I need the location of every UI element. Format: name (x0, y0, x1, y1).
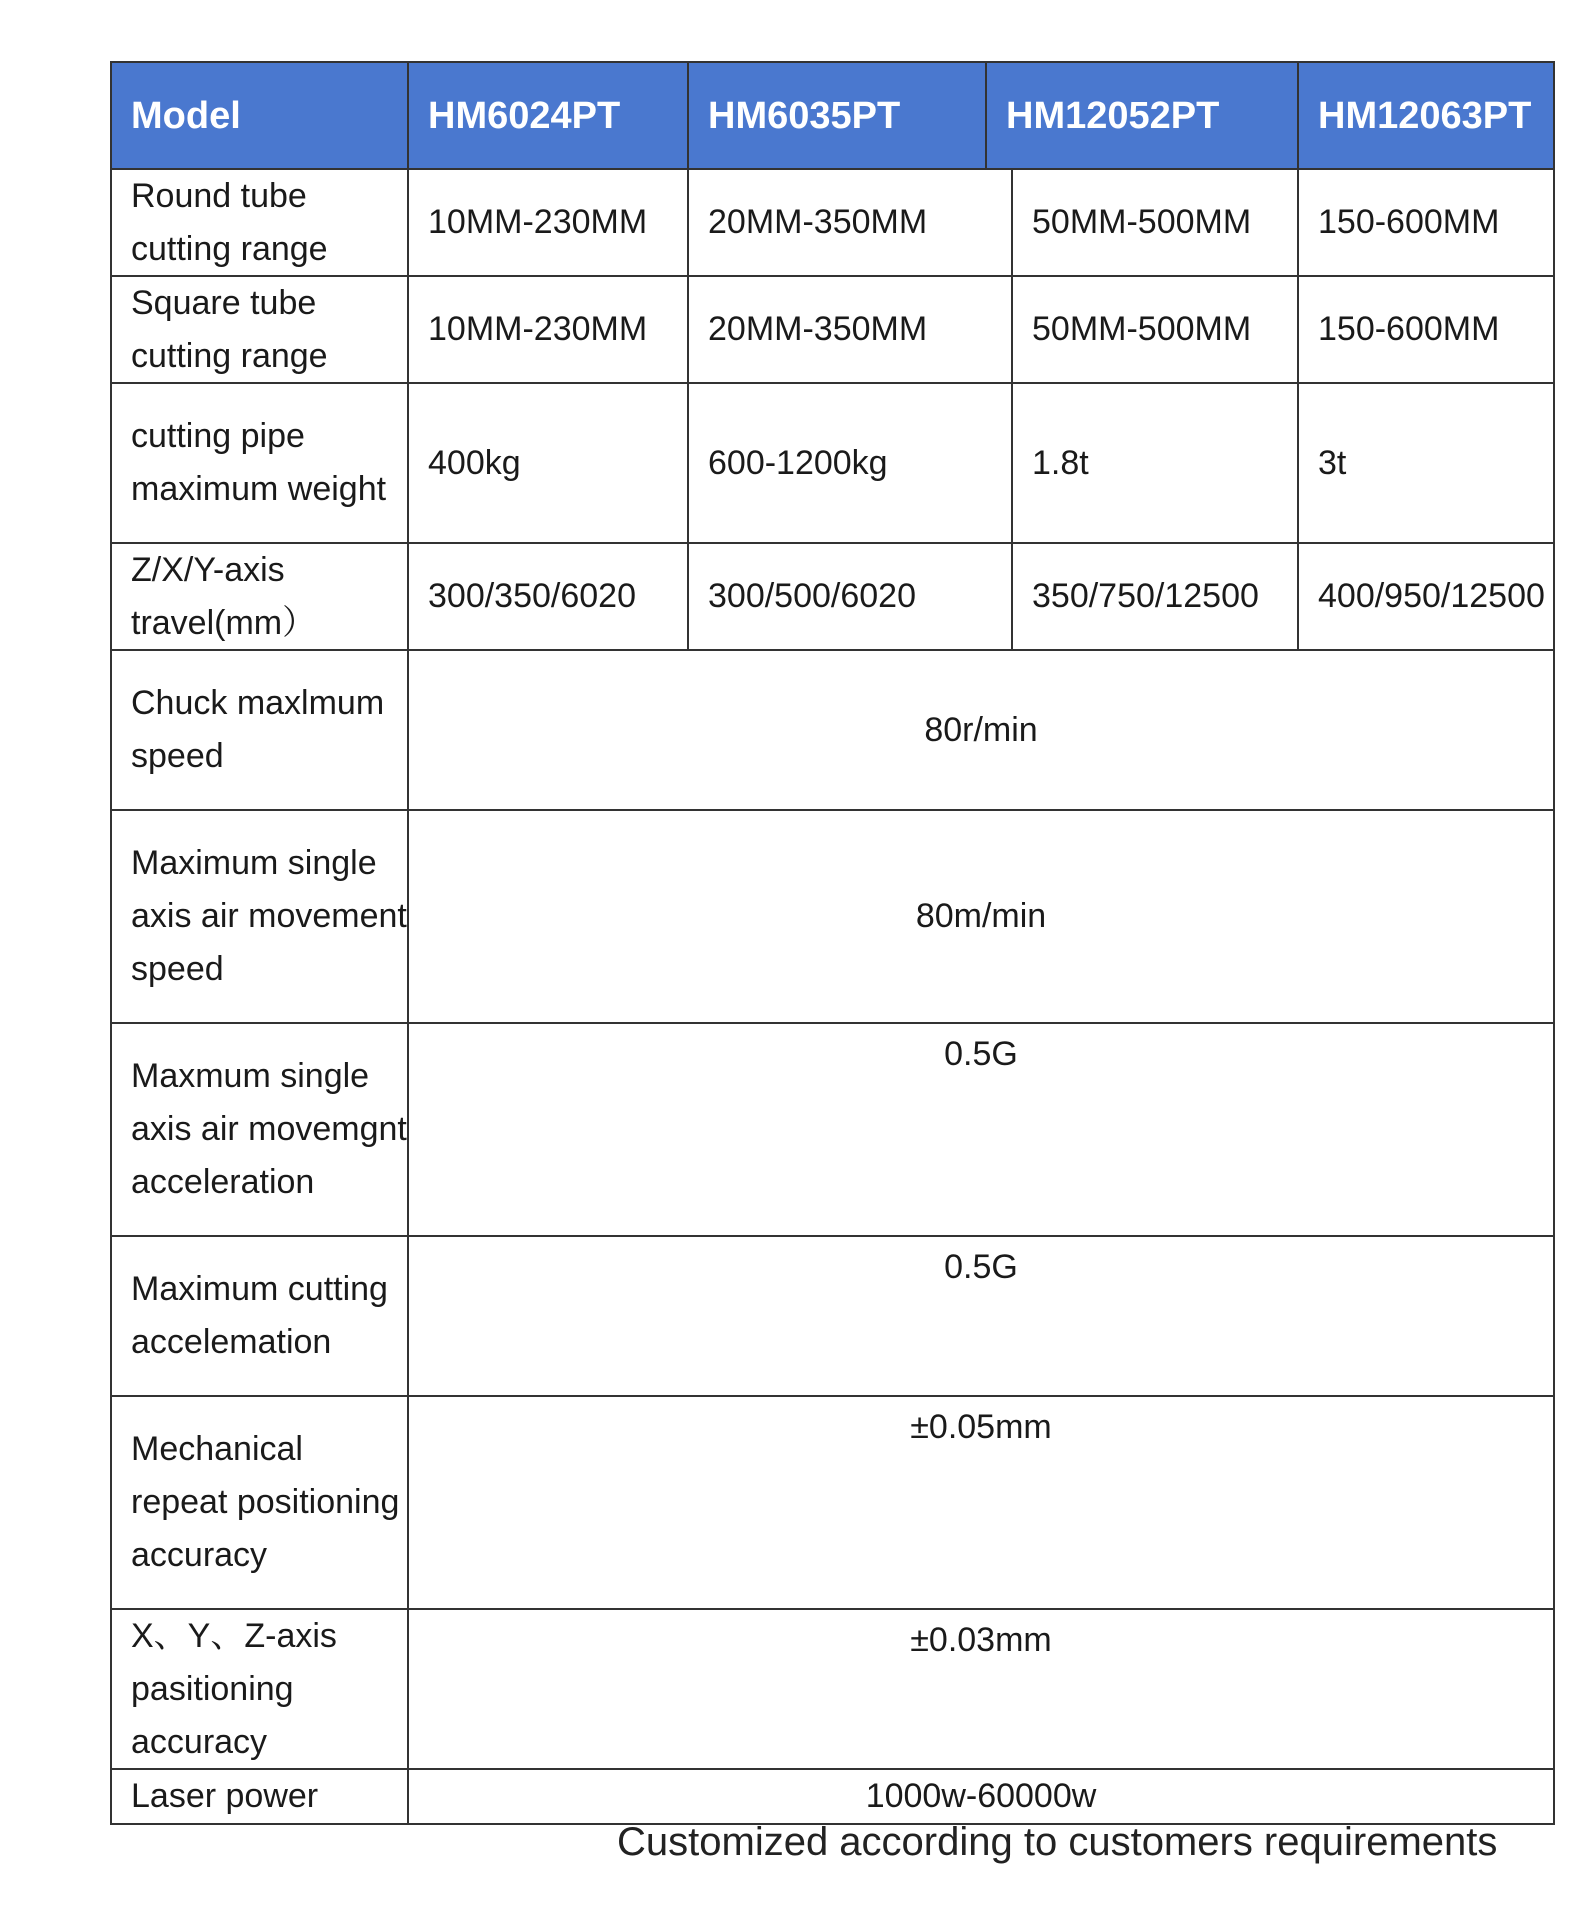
cell-value: 20MM-350MM (708, 310, 928, 348)
table-row-chuck-speed (110, 651, 1555, 811)
value-cell (1297, 277, 1555, 384)
model-name: HM6035PT (708, 94, 901, 137)
row-label: Laser power (131, 1777, 319, 1815)
model-name: HM12052PT (1006, 94, 1220, 137)
row-label: Maxmum single axis air movemgnt acceleration (131, 1057, 407, 1201)
value-cell (1011, 384, 1297, 544)
row-label: Mechanical repeat positioning accuracy (131, 1430, 400, 1574)
value-cell (407, 277, 687, 384)
table-row-laser-power (110, 1770, 1555, 1825)
row-label-cell (110, 1770, 407, 1825)
row-label-cell (110, 1237, 407, 1397)
model-name: HM12063PT (1318, 94, 1532, 137)
value-cell (1011, 544, 1297, 651)
row-label-cell (110, 277, 407, 384)
cell-value: 1000w-60000w (865, 1777, 1097, 1815)
cell-value: 150-600MM (1318, 203, 1500, 241)
value-cell (1297, 170, 1555, 277)
row-label-cell (110, 170, 407, 277)
merged-value-cell (407, 811, 1555, 1024)
merged-value-cell (407, 651, 1555, 811)
row-label: X、Y、Z-axis pasitioning accuracy (131, 1616, 337, 1761)
cell-value: 300/500/6020 (708, 577, 916, 615)
cell-value: 150-600MM (1318, 310, 1500, 348)
cell-value: 10MM-230MM (428, 310, 648, 348)
value-cell (1011, 277, 1297, 384)
row-label: cutting pipe maximum weight (131, 417, 387, 508)
table-row-air-accel (110, 1024, 1555, 1237)
value-cell (1011, 170, 1297, 277)
row-label-cell (110, 811, 407, 1024)
table-row-max-weight (110, 384, 1555, 544)
row-label: Z/X/Y-axis travel(mm） (131, 550, 317, 642)
cell-value: 50MM-500MM (1032, 203, 1252, 241)
header-model-3 (985, 61, 1297, 170)
row-label: Square tube cutting range (131, 283, 328, 375)
merged-value-cell (407, 1770, 1555, 1825)
value-cell (687, 384, 1011, 544)
cell-value: 50MM-500MM (1032, 310, 1252, 348)
row-label: Round tube cutting range (131, 176, 328, 268)
cell-value: 3t (1318, 443, 1347, 482)
footer-note: Customized according to customers requirements (617, 1820, 1498, 1864)
header-model-cell (110, 61, 407, 170)
row-label-cell (110, 1024, 407, 1237)
table-header-row (110, 61, 1555, 170)
row-label: Chuck maxlmum speed (131, 684, 385, 775)
value-cell (1297, 384, 1555, 544)
row-label-cell (110, 384, 407, 544)
header-model-4 (1297, 61, 1555, 170)
row-label: Maximum cutting accelemation (131, 1270, 388, 1361)
value-cell (1297, 544, 1555, 651)
table-row-repeat-accuracy (110, 1397, 1555, 1610)
row-label-cell (110, 1397, 407, 1610)
table-row-square-tube (110, 277, 1555, 384)
cell-value: ±0.03mm (910, 1621, 1052, 1659)
header-model-label: Model (131, 94, 241, 137)
cell-value: 400kg (428, 443, 521, 482)
cell-value: 10MM-230MM (428, 203, 648, 241)
table-row-cutting-accel (110, 1237, 1555, 1397)
value-cell (407, 544, 687, 651)
cell-value: 350/750/12500 (1032, 577, 1259, 615)
cell-value: 1.8t (1032, 443, 1089, 482)
cell-value: 0.5G (944, 1035, 1018, 1073)
row-label-cell (110, 544, 407, 651)
table-row-air-speed (110, 811, 1555, 1024)
cell-value: 80r/min (924, 710, 1038, 749)
row-label-cell (110, 651, 407, 811)
merged-value-cell (407, 1024, 1555, 1237)
header-model-1 (407, 61, 687, 170)
merged-value-cell (407, 1237, 1555, 1397)
table-row-travel (110, 544, 1555, 651)
row-label: Maximum single axis air movement speed (131, 844, 407, 988)
table-row-xyz-accuracy (110, 1610, 1555, 1770)
merged-value-cell (407, 1397, 1555, 1610)
cell-value: ±0.05mm (910, 1408, 1052, 1446)
cell-value: 300/350/6020 (428, 577, 636, 615)
cell-value: 600-1200kg (708, 443, 888, 482)
header-model-2 (687, 61, 985, 170)
value-cell (407, 384, 687, 544)
model-name: HM6024PT (428, 94, 621, 137)
cell-value: 80m/min (915, 897, 1047, 935)
table-row-round-tube (110, 170, 1555, 277)
value-cell (687, 544, 1011, 651)
cell-value: 20MM-350MM (708, 203, 928, 241)
merged-value-cell (407, 1610, 1555, 1770)
value-cell (687, 170, 1011, 277)
value-cell (407, 170, 687, 277)
cell-value: 400/950/12500 (1318, 577, 1545, 615)
cell-value: 0.5G (944, 1248, 1018, 1286)
value-cell (687, 277, 1011, 384)
row-label-cell (110, 1610, 407, 1770)
